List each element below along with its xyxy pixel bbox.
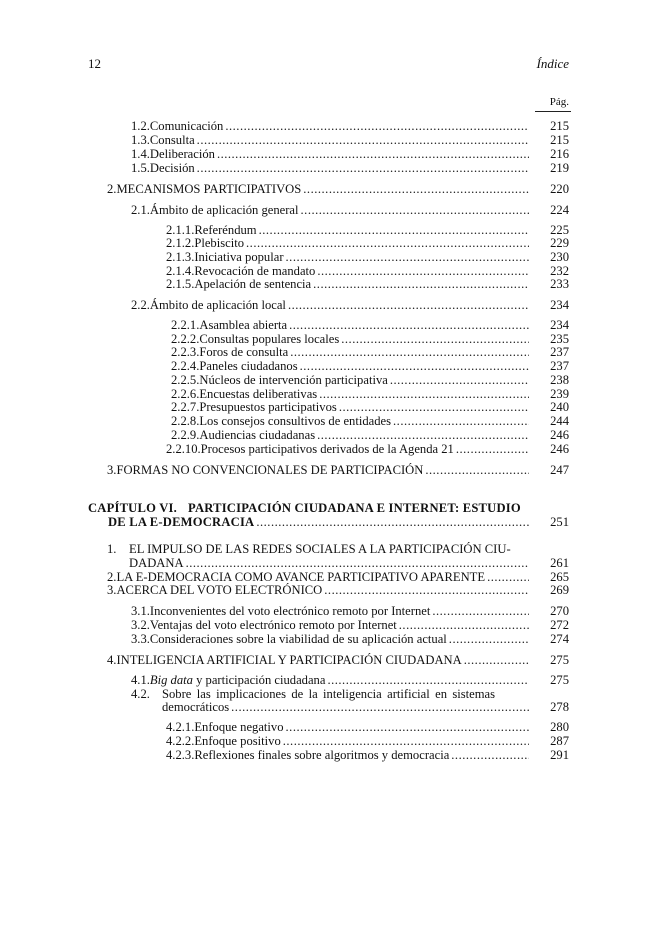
toc-entry: 2.2.7. Presupuestos participativos ..... (171, 400, 531, 414)
toc-entry: 2.2.8. Los consejos consultivos de entidades ..... (171, 414, 531, 428)
toc-entry: 4.2.1. Enfoque negativo ..... (166, 720, 531, 734)
toc-page: 225 (550, 223, 569, 237)
toc-entry: 1.3. Consulta ..... (131, 133, 531, 147)
toc-page: 219 (550, 161, 569, 175)
toc-entry: 2.2.4. Paneles ciudadanos ..... (171, 359, 531, 373)
toc-page: 246 (550, 442, 569, 456)
toc-entry: DE LA E-DEMOCRACIA ..... (108, 515, 531, 529)
toc-entry: 2.2.1. Asamblea abierta ..... (171, 318, 531, 332)
toc-page: 244 (550, 414, 569, 428)
toc-entry: 2. MECANISMOS PARTICIPATIVOS ..... (107, 182, 531, 196)
toc-page: 237 (550, 359, 569, 373)
toc-entry: 2.1.2. Plebiscito ..... (166, 236, 531, 250)
toc-page: 287 (550, 734, 569, 748)
toc-page: 239 (550, 387, 569, 401)
toc-page: 234 (550, 318, 569, 332)
toc-page: 220 (550, 182, 569, 196)
toc-entry: 2.2.10. Procesos participativos derivados de la Agenda 21 ..... (166, 442, 531, 456)
toc-entry: 2.1. Ámbito de aplicación general ..... (131, 203, 531, 217)
toc-page: 240 (550, 400, 569, 414)
toc-entry: 2.2.2. Consultas populares locales ..... (171, 332, 531, 346)
toc-entry: 2.1.5. Apelación de sentencia ..... (166, 277, 531, 291)
toc-page: 234 (550, 298, 569, 312)
toc-entry: 3. ACERCA DEL VOTO ELECTRÓNICO ..... (107, 583, 531, 597)
running-head: Índice (536, 56, 569, 71)
toc-entry: 1. EL IMPULSO DE LAS REDES SOCIALES A LA PARTICIPACIÓN CIU- (107, 542, 511, 556)
toc-entry: 2. LA E-DEMOCRACIA COMO AVANCE PARTICIPATIVO APARENTE ..... (107, 570, 531, 584)
page-column-rule (535, 111, 571, 112)
toc-page: 237 (550, 345, 569, 359)
toc-entry: 1.5. Decisión ..... (131, 161, 531, 175)
toc-page: 251 (550, 515, 569, 529)
toc-page: 232 (550, 264, 569, 278)
chapter-heading: CAPÍTULO VI. PARTICIPACIÓN CIUDADANA E INTERNET: ESTUDIO (88, 501, 521, 515)
toc-entry: 4.2.3. Reflexiones finales sobre algoritmos y democracia ..... (166, 748, 531, 762)
toc-entry: 3.2. Ventajas del voto electrónico remoto por Internet ..... (131, 618, 531, 632)
toc-entry: DADANA ..... (129, 556, 531, 570)
toc-page: 235 (550, 332, 569, 346)
toc-entry: 2.1.3. Iniciativa popular ..... (166, 250, 531, 264)
toc-page: 275 (550, 653, 569, 667)
toc-page: 229 (550, 236, 569, 250)
toc-page: 261 (550, 556, 569, 570)
toc-entry: 4.2. Sobre las implicaciones de la inteligencia artificial en sistemas (131, 687, 496, 701)
toc-page: 278 (550, 700, 569, 714)
toc-page: 265 (550, 570, 569, 584)
toc-entry: 2.2.9. Audiencias ciudadanas ..... (171, 428, 531, 442)
toc-page: 272 (550, 618, 569, 632)
toc-entry: 2.2.3. Foros de consulta ..... (171, 345, 531, 359)
toc-entry: 2.2.6. Encuestas deliberativas ..... (171, 387, 531, 401)
toc-page: 238 (550, 373, 569, 387)
toc-page: 270 (550, 604, 569, 618)
toc-entry: 3.3. Consideraciones sobre la viabilidad de su aplicación actual ..... (131, 632, 531, 646)
page-column-label: Pág. (549, 96, 569, 108)
toc-entry: 4.1. Big data y participación ciudadana ..... (131, 673, 531, 687)
toc-page: 275 (550, 673, 569, 687)
toc-entry: 1.2. Comunicación ..... (131, 119, 531, 133)
toc-entry: 4.2.2. Enfoque positivo ..... (166, 734, 531, 748)
toc-page: 216 (550, 147, 569, 161)
toc-page: 246 (550, 428, 569, 442)
toc-entry: 3. FORMAS NO CONVENCIONALES DE PARTICIPACIÓN ..... (107, 463, 531, 477)
toc-entry: democráticos ..... (162, 700, 531, 714)
toc-page: 230 (550, 250, 569, 264)
toc-page: 274 (550, 632, 569, 646)
toc-page: 247 (550, 463, 569, 477)
toc-entry: 2.1.1. Referéndum ..... (166, 223, 531, 237)
toc-entry: 1.4. Deliberación ..... (131, 147, 531, 161)
toc-page: 215 (550, 119, 569, 133)
toc-page: 224 (550, 203, 569, 217)
toc-entry: 2.2.5. Núcleos de intervención participativa ..... (171, 373, 531, 387)
toc-page: 215 (550, 133, 569, 147)
toc-page: 280 (550, 720, 569, 734)
toc-entry: 4. INTELIGENCIA ARTIFICIAL Y PARTICIPACIÓN CIUDADANA ..... (107, 653, 531, 667)
toc-page: 291 (550, 748, 569, 762)
page-number: 12 (88, 56, 101, 71)
toc-page: 233 (550, 277, 569, 291)
toc-page: 269 (550, 583, 569, 597)
toc-entry: 3.1. Inconvenientes del voto electrónico remoto por Internet ..... (131, 604, 531, 618)
toc-entry: 2.2. Ámbito de aplicación local ..... (131, 298, 531, 312)
toc-entry: 2.1.4. Revocación de mandato ..... (166, 264, 531, 278)
